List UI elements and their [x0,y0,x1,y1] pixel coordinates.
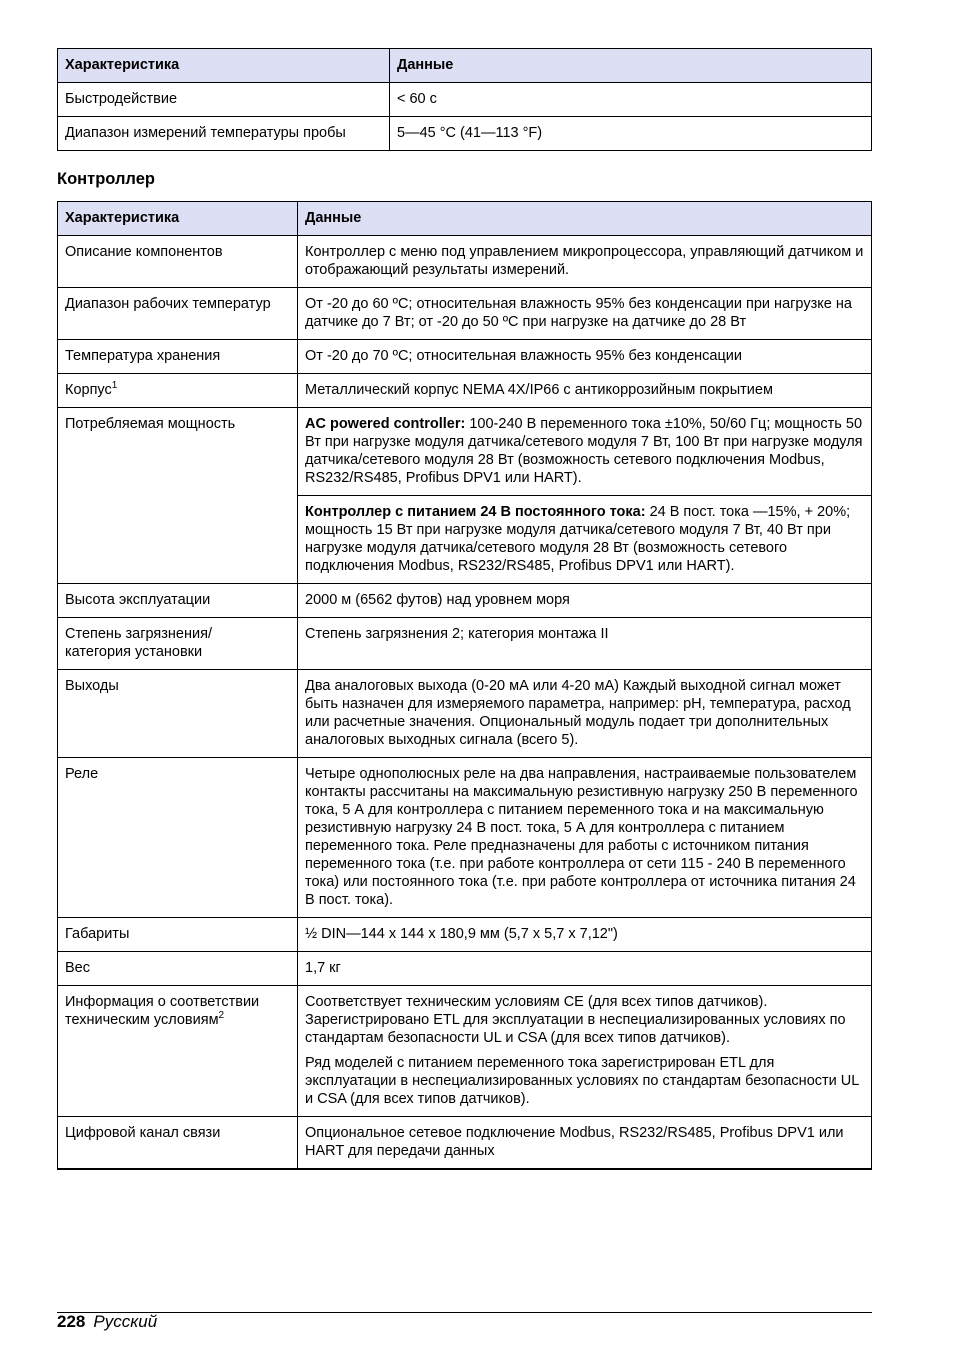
table-row [58,408,872,496]
row-value: От -20 до 70 ºC; относительная влажность 95% без конденсации [298,340,872,374]
table-row [58,1117,872,1170]
ac-power-title: AC powered controller: [305,416,466,432]
row-value [298,496,872,584]
table-row [58,117,872,151]
row-label-text: Информация о соответствии техническим условиям [65,994,260,1028]
row-label: Выходы [58,670,298,758]
row-label: Быстродействие [58,83,390,117]
row-value [298,408,872,496]
table-header-row [58,49,872,83]
compliance-paragraph: Ряд моделей с питанием переменного тока зарегистрирован ETL для эксплуатации в неспециализированных условиях по стандартам безопасности UL и CSA (для всех типов датчиков). [305,1055,859,1107]
compliance-paragraph: Соответствует техническим условиям CE (для всех типов датчиков). Зарегистрировано ETL для эксплуатации в неспециализированных условиях по стандартам безопасности UL и CSA (для всех типов датчиков). [305,994,846,1046]
page-footer [57,1312,157,1332]
footnote-marker: 2 [218,1010,225,1021]
footer-divider [57,1312,872,1313]
row-label: Описание компонентов [58,236,298,288]
row-value: Контроллер с меню под управлением микропроцессора, управляющий датчиком и отображающий результаты измерений. [298,236,872,288]
row-label: Цифровой канал связи [58,1117,298,1170]
row-label: Высота эксплуатации [58,584,298,618]
row-value: От -20 до 60 ºC; относительная влажность 95% без конденсации при нагрузке на датчике до 7 Вт; от -20 до 50 ºC при нагрузке на датчике до 28 Вт [298,288,872,340]
row-value: < 60 с [390,83,872,117]
ac-power-text: 100-240 В переменного тока ±10%, 50/60 Гц; мощность 50 Вт при нагрузке модуля датчика/сетевого модуля 7 Вт, 100 Вт при нагрузке модуля датчика/сетевого модуля 28 Вт (возможность сетевого подключения Modbus, RS232/RS485, Profibus DPV1 или HART). [305,416,863,486]
table-row [58,236,872,288]
row-value: Два аналоговых выхода (0-20 мА или 4-20 мА) Каждый выходной сигнал может быть назначен для измеряемого параметра, например: pH, температура, расход или расчетные значения. Опциональный модуль подает три дополнительных аналоговых выходных сигнала (всего 5). [298,670,872,758]
row-value: Четыре однополюсных реле на два направления, настраиваемые пользователем контакты рассчитаны на максимальную резистивную нагрузку 250 В переменного тока, 5 А для контроллера с питанием переменного тока и на максимальную резистивную нагрузку 24 В пост. тока, 5 А для контроллера с питанием переменного тока. Реле предназначены для работы с источником питания переменного тока (т.е. при работе контроллера от сети 115 - 240 В переменного тока) или постоянного тока (т.е. при работе контроллера от источника питания 24 В пост. тока). [298,758,872,918]
row-label: Диапазон рабочих температур [58,288,298,340]
controller-spec-table [57,201,872,1170]
section-heading-controller: Контроллер [57,170,155,188]
row-value: 2000 м (6562 футов) над уровнем моря [298,584,872,618]
row-label: Вес [58,952,298,986]
table-row [58,584,872,618]
table-row [58,670,872,758]
row-label: Реле [58,758,298,918]
row-value: Степень загрязнения 2; категория монтажа II [298,618,872,670]
column-header-characteristic: Характеристика [58,49,390,83]
row-label [58,374,298,408]
sensor-spec-table [57,48,872,151]
row-label: Потребляемая мощность [58,408,298,584]
row-label: Температура хранения [58,340,298,374]
table-row [58,618,872,670]
footer-language: Русский [93,1312,158,1331]
row-label [58,986,298,1117]
row-value: ½ DIN—144 x 144 x 180,9 мм (5,7 x 5,7 x 7,12") [298,918,872,952]
row-value: 1,7 кг [298,952,872,986]
row-label: Диапазон измерений температуры пробы [58,117,390,151]
footnote-marker: 1 [111,380,118,391]
table-row [58,83,872,117]
table-row [58,374,872,408]
table-row [58,986,872,1117]
row-label-text: Корпус [65,382,112,398]
column-header-characteristic: Характеристика [58,202,298,236]
row-label: Степень загрязнения/категория установки [58,618,298,670]
row-value [298,986,872,1117]
column-header-data: Данные [298,202,872,236]
table-row [58,952,872,986]
table-header-row [58,202,872,236]
table-row [58,918,872,952]
table-row [58,288,872,340]
page-number: 228 [57,1312,86,1331]
row-value: 5—45 °C (41—113 °F) [390,117,872,151]
dc-power-title: Контроллер с питанием 24 В постоянного тока: [305,504,646,520]
dc-power-text: 24 В пост. тока —15%, + 20%; мощность 15 Вт при нагрузке модуля датчика/сетевого модуля 7 Вт, 40 Вт при нагрузке модуля датчика/сетевого модуля 28 Вт (возможность сетевого подключения Modbus, RS232/RS485, Profibus DPV1 или HART). [305,504,851,574]
row-value: Опциональное сетевое подключение Modbus, RS232/RS485, Profibus DPV1 или HART для передачи данных [298,1117,872,1170]
column-header-data: Данные [390,49,872,83]
row-value: Металлический корпус NEMA 4X/IP66 с антикоррозийным покрытием [298,374,872,408]
row-label: Габариты [58,918,298,952]
table-row [58,340,872,374]
table-row [58,758,872,918]
